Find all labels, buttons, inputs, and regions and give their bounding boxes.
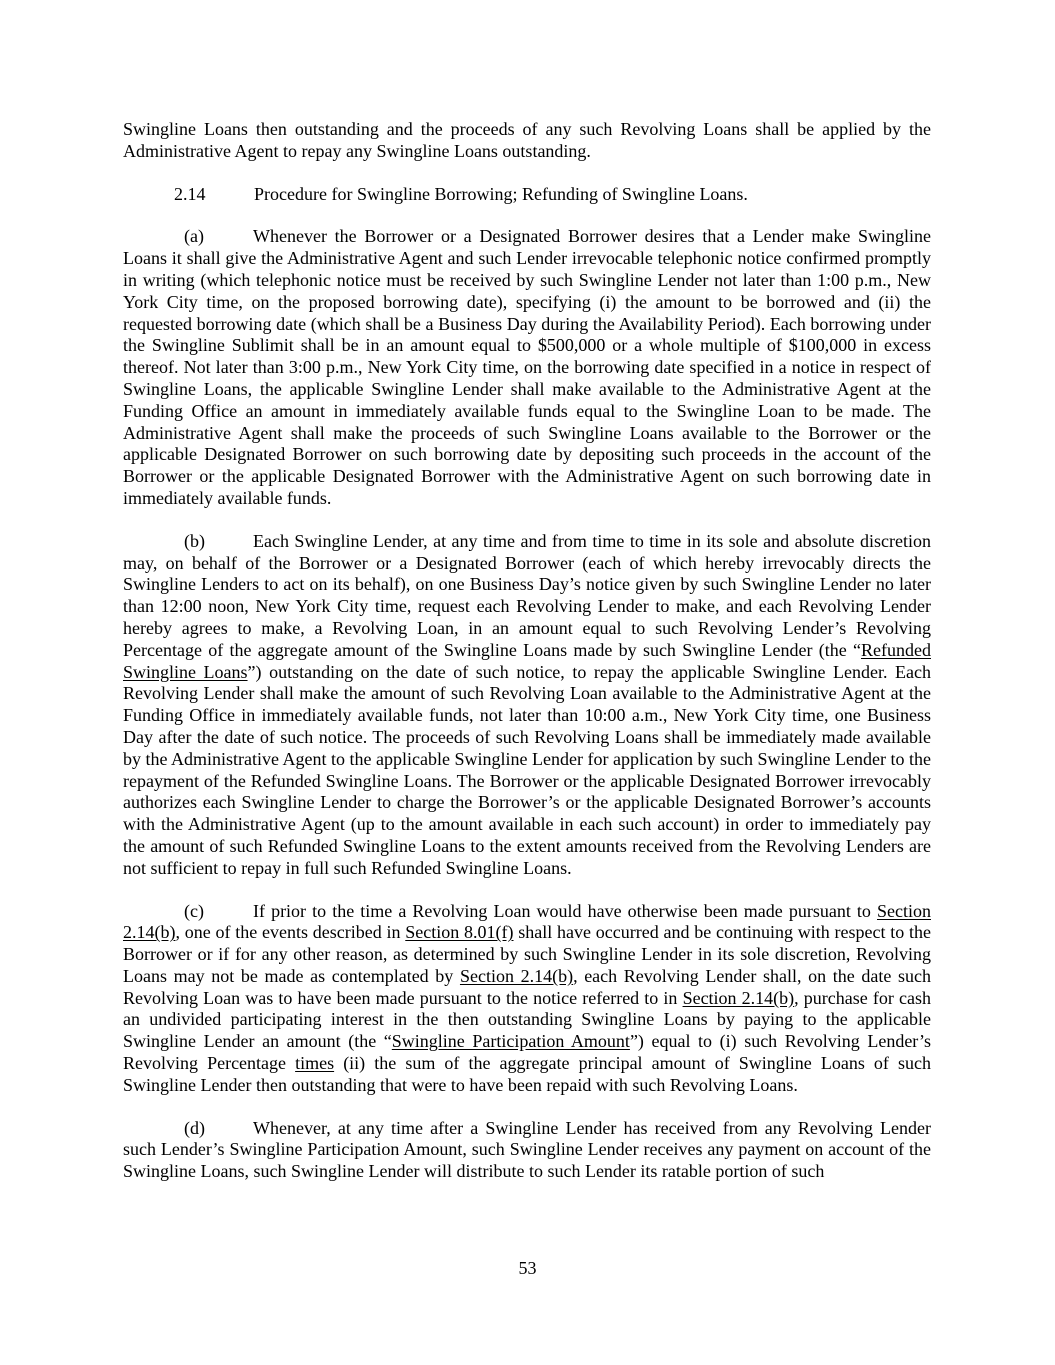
paragraph-label: (b) bbox=[184, 530, 205, 551]
section-number: 2.14 bbox=[174, 183, 206, 204]
text-run: ”) equal to (i) such Revolving Lender’s Revolving Percentage bbox=[123, 1031, 931, 1074]
underlined-term: Section 2.14(b) bbox=[459, 965, 574, 986]
underlined-term: Section 8.01(f) bbox=[405, 922, 514, 943]
section-heading bbox=[123, 184, 931, 206]
page-number: 53 bbox=[518, 1258, 537, 1278]
body-paragraphs bbox=[123, 226, 931, 1183]
paragraph-label: (c) bbox=[184, 900, 204, 921]
paragraph-d bbox=[123, 1118, 931, 1183]
page-content bbox=[123, 119, 931, 1204]
text-run: If prior to the time a Revolving Loan would have otherwise been made pursuant to bbox=[253, 900, 877, 921]
text-run: , one of the events described in bbox=[175, 922, 406, 943]
underlined-term: times bbox=[295, 1053, 335, 1074]
text-run: , each Revolving Lender shall, on the date such Revolving Loan was to have been made pursuant to the notice referred to in bbox=[123, 965, 931, 1008]
underlined-term: Swingline Participation Amount bbox=[391, 1031, 630, 1052]
underlined-term: Section 2.14(b) bbox=[123, 900, 931, 943]
paragraph-a bbox=[123, 226, 931, 509]
text-run: ”) outstanding on the date of such notice, to repay the applicable Swingline Lender. Each Revolving Lender shall make the amount of such Revolving Loan available to the Administrative Agent at the Funding Office in immediately available funds, not later than 10:00 a.m., New York City time, one Business Day after the date of such notice. The proceeds of such Revolving Loans shall be immediately made available by the Administrative Agent to the applicable Swingline Lender for application by such Swingline Lender to the repayment of the Refunded Swingline Loans. The Borrower or the applicable Designated Borrower irrevocably authorizes each Swingline Lender to charge the Borrower’s or the applicable Designated Borrower’s accounts with the Administrative Agent (up to the amount available in each such account) in order to immediately pay the amount of such Refunded Swingline Loans to the extent amounts received from the Revolving Lenders are not sufficient to repay in full such Refunded Swingline Loans. bbox=[123, 661, 931, 878]
text-run: shall have occurred and be continuing with respect to the Borrower or if for any other reason, as determined by such Swingline Lender in its sole discretion, Revolving Loans may not be made as contemplated by bbox=[123, 922, 931, 986]
section-title: Procedure for Swingline Borrowing; Refunding of Swingline Loans. bbox=[254, 183, 748, 204]
text-run: , purchase for cash an undivided participating interest in the then outstanding Swingline Loans by paying to the applicable Swingline Lender an amount (the “ bbox=[123, 987, 931, 1052]
text-run: Whenever, at any time after a Swingline Lender has received from any Revolving Lender such Lender’s Swingline Participation Amount, such Swingline Lender receives any payment on account of the Swingline Loans, such Swingline Lender will distribute to such Lender its ratable portion of such bbox=[123, 1117, 931, 1182]
underlined-term: Refunded Swingline Loans bbox=[123, 639, 931, 682]
text-run: Each Swingline Lender, at any time and from time to time in its sole and absolute discretion may, on behalf of the Borrower or a Designated Borrower (each of which hereby irrevocably directs the Swingline Lenders to act on its behalf), on one Business Day’s notice given by such Swingline Lender no later than 12:00 noon, New York City time, request each Revolving Lender to make, and each Revolving Lender hereby agrees to make, a Revolving Loan, in an amount equal to such Revolving Lender’s Revolving Percentage of the aggregate amount of the Swingline Loans made by such Swingline Lender (the “ bbox=[123, 530, 931, 660]
continuation-paragraph: Swingline Loans then outstanding and the proceeds of any such Revolving Loans shall be applied by the Administrative Agent to repay any Swingline Loans outstanding. bbox=[123, 119, 931, 161]
underlined-term: Section 2.14(b) bbox=[682, 987, 795, 1008]
paragraph-label: (d) bbox=[184, 1117, 205, 1138]
text-run: (ii) the sum of the aggregate principal amount of Swingline Loans of such Swingline Lender then outstanding that were to have been repaid with such Revolving Loans. bbox=[123, 1053, 931, 1095]
text-run: Whenever the Borrower or a Designated Borrower desires that a Lender make Swingline Loans it shall give the Administrative Agent and such Lender irrevocable telephonic notice confirmed promptly in writing (which telephonic notice must be received by such Swingline Lender not later than 1:00 p.m., New York City time, on the proposed borrowing date), specifying (i) the amount to be borrowed and (ii) the requested borrowing date (which shall be a Business Day during the Availability Period). Each borrowing under the Swingline Sublimit shall be in an amount equal to $500,000 or a whole multiple of $100,000 in excess thereof. Not later than 3:00 p.m., New York City time, on the borrowing date specified in a notice in respect of Swingline Loans, the applicable Swingline Lender shall make available to the Administrative Agent at the Funding Office an amount in immediately available funds equal to the Swingline Loan to be made. The Administrative Agent shall make the proceeds of such Swingline Loans available to the Borrower or the applicable Designated Borrower on such borrowing date by depositing such proceeds in the account of the Borrower or the applicable Designated Borrower with the Administrative Agent on such borrowing date in immediately available funds. bbox=[123, 226, 931, 508]
paragraph-label: (a) bbox=[184, 226, 204, 247]
paragraph-c bbox=[123, 901, 931, 1097]
paragraph-b bbox=[123, 531, 931, 880]
